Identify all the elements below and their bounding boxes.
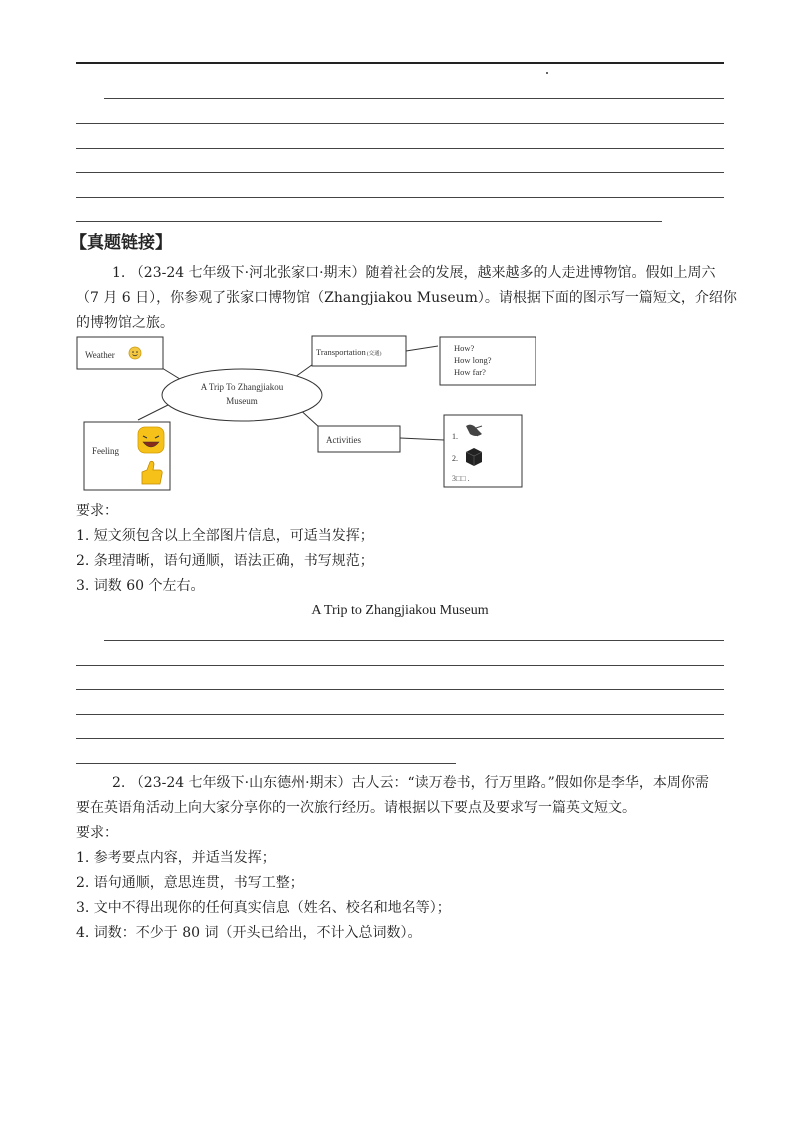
activity-item-3: 3□□ . — [452, 474, 470, 483]
essay-title: A Trip to Zhangjiakou Museum — [311, 603, 489, 618]
question-how-far: How far? — [454, 367, 486, 377]
q2-requirement-2: 2. 语句通顺，意思连贯，书写工整； — [76, 875, 304, 891]
mind-map-diagram — [76, 334, 536, 494]
answer-line — [76, 689, 724, 690]
transportation-note: (交通) — [366, 351, 382, 357]
answer-line — [104, 98, 724, 99]
q1-requirement-3: 3. 词数 60 个左右。 — [76, 578, 205, 594]
top-border-line — [76, 62, 724, 64]
center-label-line-1: A Trip To Zhangjiakou — [200, 382, 284, 392]
center-ellipse — [162, 369, 322, 421]
q2-requirement-3: 3. 文中不得出现你的任何真实信息（姓名、校名和地名等）； — [76, 900, 451, 916]
sun-icon — [129, 347, 141, 359]
question-how-long: How long? — [454, 355, 492, 365]
q1-text-line-2: （7 月 6 日），你参观了张家口博物馆（Zhangjiakou Museum）。请根据下面的图示写一篇短文，介绍你 — [76, 290, 737, 306]
stray-dot — [546, 72, 548, 74]
q2-requirement-4: 4. 词数：不少于 80 词（开头已给出，不计入总词数）。 — [76, 925, 422, 941]
activity-item-2: 2. — [452, 454, 458, 463]
q1-requirement-2: 2. 条理清晰，语句通顺，语法正确，书写规范； — [76, 553, 374, 569]
connector-activity-items — [400, 438, 444, 440]
q1-requirement-1: 1. 短文须包含以上全部图片信息，可适当发挥； — [76, 528, 374, 544]
answer-line — [76, 221, 662, 222]
q1-text-line-3: 的博物馆之旅。 — [76, 315, 174, 331]
q1-requirements-title: 要求： — [76, 503, 118, 519]
answer-line — [76, 763, 456, 764]
section-heading: 【真题链接】 — [70, 233, 172, 253]
center-label-line-2: Museum — [226, 396, 258, 406]
transportation-word: Transportation — [316, 347, 366, 357]
answer-line — [76, 738, 724, 739]
answer-line — [76, 197, 724, 198]
q2-requirements-title: 要求： — [76, 825, 118, 841]
answer-line — [76, 148, 724, 149]
answer-line — [76, 172, 724, 173]
answer-line — [76, 714, 724, 715]
q2-text-line-1: 2. （23-24 七年级下·山东德州·期末）古人云：“读万卷书，行万里路。”假如你是李华，本周你需 — [112, 775, 709, 791]
activity-item-1: 1. — [452, 432, 458, 441]
answer-line — [104, 640, 724, 641]
connector-questions — [406, 346, 438, 351]
q2-requirement-1: 1. 参考要点内容，并适当发挥； — [76, 850, 276, 866]
feeling-label: Feeling — [92, 446, 119, 456]
q1-text-line-1: 1. （23-24 七年级下·河北张家口·期末）随着社会的发展，越来越多的人走进博物馆。假如上周六 — [112, 265, 716, 281]
laughing-face-icon — [138, 427, 164, 453]
answer-line — [76, 123, 724, 124]
answer-line — [76, 665, 724, 666]
question-how: How? — [454, 343, 475, 353]
q2-text-line-2: 要在英语角活动上向大家分享你的一次旅行经历。请根据以下要点及要求写一篇英文短文。 — [76, 800, 636, 816]
activities-label: Activities — [326, 435, 361, 445]
weather-label: Weather — [85, 350, 115, 360]
